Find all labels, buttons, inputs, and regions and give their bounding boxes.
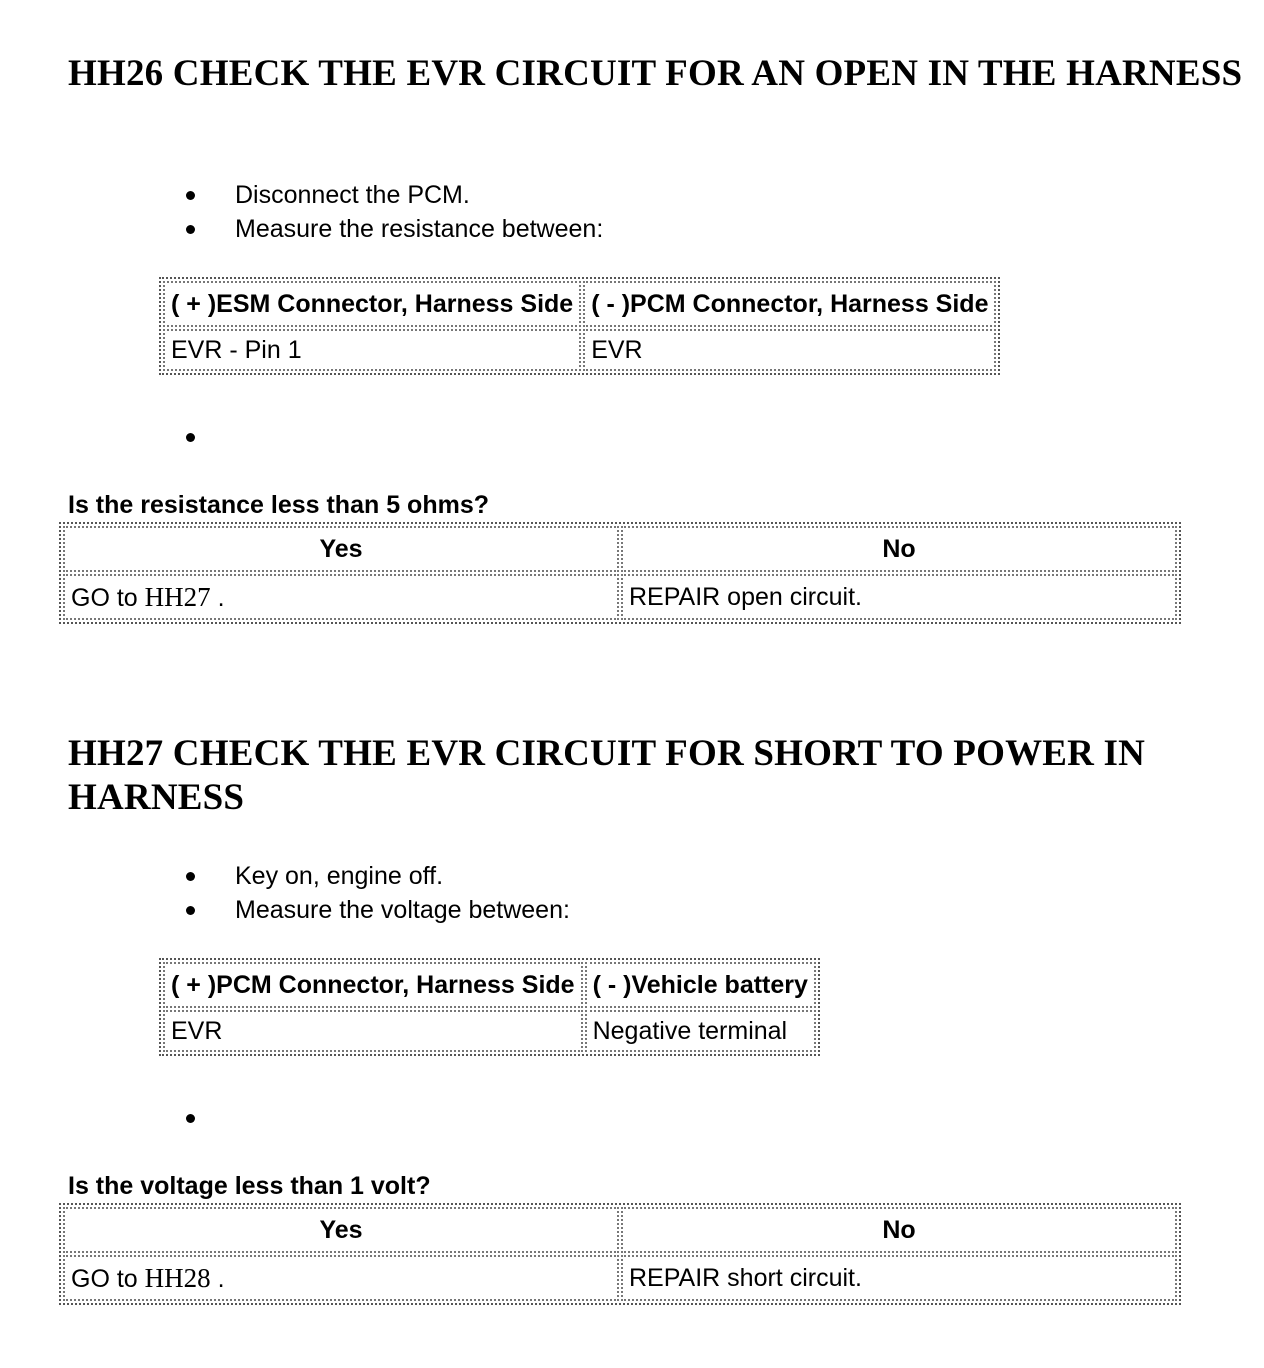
answer-table	[59, 522, 1181, 624]
question-text: Is the resistance less than 5 ohms?	[68, 491, 489, 519]
question-text: Is the voltage less than 1 volt?	[68, 1172, 431, 1200]
instruction-text: Key on, engine off.	[235, 862, 444, 890]
measurement-table	[159, 277, 1000, 375]
bullet-icon	[186, 872, 195, 881]
table-cell: Negative terminal	[585, 1010, 816, 1052]
yes-header: Yes	[63, 526, 619, 572]
instruction-list	[180, 178, 603, 246]
no-header: No	[621, 1207, 1177, 1253]
yes-suffix: .	[210, 1264, 225, 1293]
table-row	[63, 1255, 1177, 1301]
table-row	[163, 329, 996, 371]
bullet-icon	[186, 433, 195, 442]
no-header: No	[621, 526, 1177, 572]
step-link-hh28[interactable]: HH28	[144, 1262, 211, 1293]
yes-header: Yes	[63, 1207, 619, 1253]
table-row	[163, 281, 996, 327]
bullet-icon	[186, 1114, 195, 1123]
instruction-text: Measure the resistance between:	[235, 215, 604, 243]
answer-table	[59, 1203, 1181, 1305]
bullet-icon	[186, 191, 195, 200]
step-heading-hh27: HH27 CHECK THE EVR CIRCUIT FOR SHORT TO POWER IN HARNESS	[68, 733, 1146, 818]
no-cell: REPAIR open circuit.	[621, 574, 1177, 620]
step-heading-hh26: HH26 CHECK THE EVR CIRCUIT FOR AN OPEN IN THE HARNESS	[68, 53, 1243, 94]
step-link-hh27[interactable]: HH27	[144, 581, 211, 612]
column-header: ( + )PCM Connector, Harness Side	[163, 962, 583, 1008]
bullet-icon	[186, 225, 195, 234]
bullet-icon	[186, 906, 195, 915]
table-row	[63, 526, 1177, 572]
list-item	[180, 893, 570, 927]
table-row	[163, 1010, 816, 1052]
column-header: ( + )ESM Connector, Harness Side	[163, 281, 581, 327]
table-row	[63, 1207, 1177, 1253]
yes-prefix: GO to	[71, 583, 145, 612]
list-item	[180, 212, 603, 246]
table-row	[163, 962, 816, 1008]
list-item	[180, 859, 570, 893]
table-cell: EVR - Pin 1	[163, 329, 581, 371]
column-header: ( - )PCM Connector, Harness Side	[583, 281, 996, 327]
table-row	[63, 574, 1177, 620]
table-cell: EVR	[583, 329, 996, 371]
instruction-list	[180, 859, 570, 927]
yes-cell	[63, 574, 619, 620]
instruction-text: Disconnect the PCM.	[235, 181, 470, 209]
instruction-text: Measure the voltage between:	[235, 896, 570, 924]
column-header: ( - )Vehicle battery	[585, 962, 816, 1008]
no-cell: REPAIR short circuit.	[621, 1255, 1177, 1301]
table-cell: EVR	[163, 1010, 583, 1052]
list-item	[180, 178, 603, 212]
yes-suffix: .	[210, 583, 225, 612]
yes-prefix: GO to	[71, 1264, 145, 1293]
measurement-table	[159, 958, 820, 1056]
yes-cell	[63, 1255, 619, 1301]
